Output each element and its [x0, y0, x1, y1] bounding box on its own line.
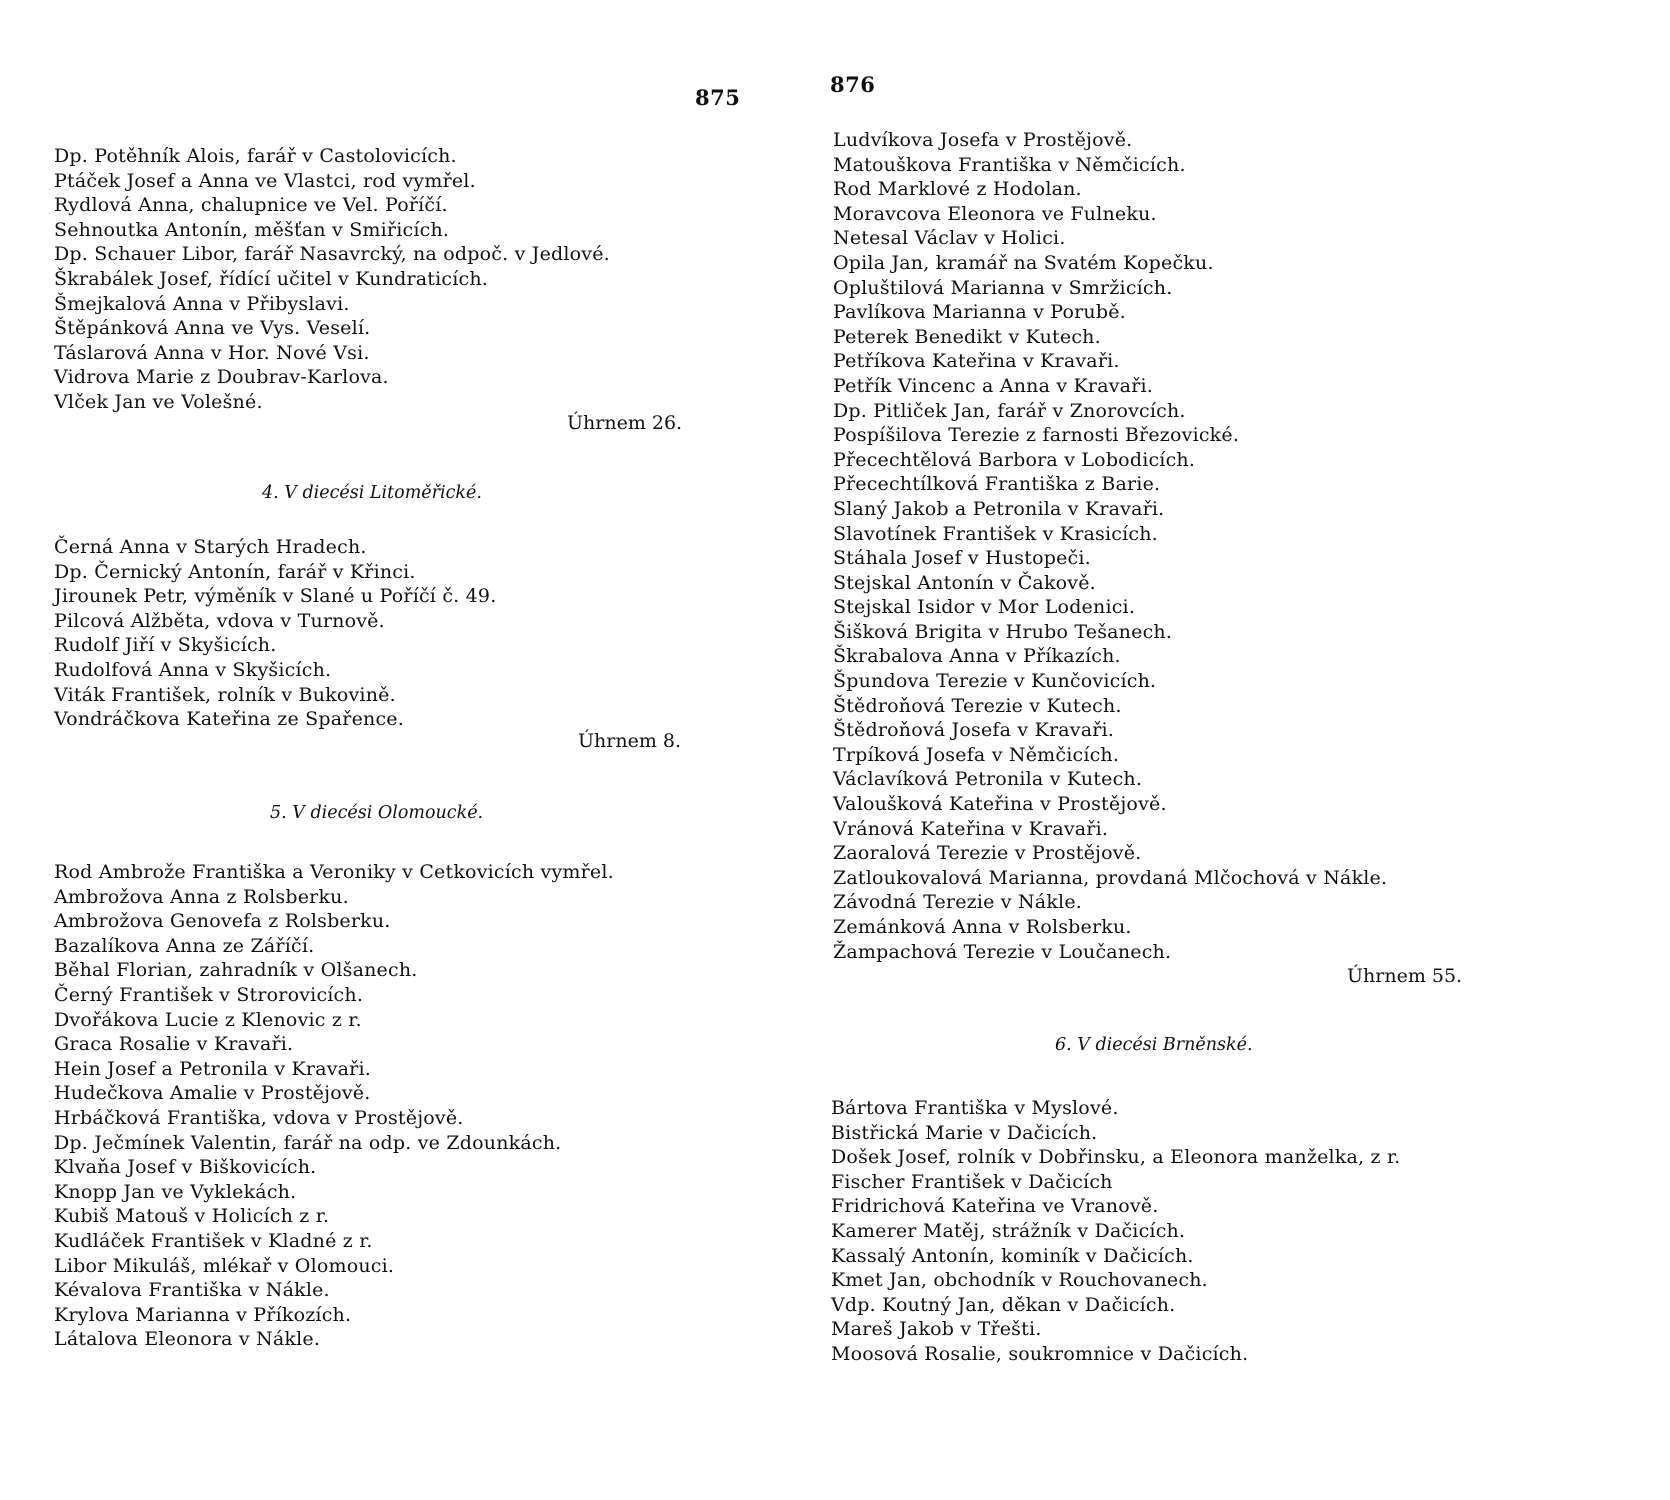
list-item: Ptáček Josef a Anna ve Vlastci, rod vymřel.: [54, 169, 476, 192]
list-item: Dp. Černický Antonín, farář v Křinci.: [54, 560, 416, 583]
list-item: Bazalíkova Anna ze Záříčí.: [54, 934, 315, 957]
list-item: Klvaňa Josef v Biškovicích.: [54, 1156, 317, 1179]
list-item: Pospíšilova Terezie z farnosti Březovické.: [833, 424, 1240, 447]
list-item: Hrbáčková Františka, vdova v Prostějově.: [54, 1106, 464, 1129]
list-item: Opila Jan, kramář na Svatém Kopečku.: [833, 251, 1214, 274]
list-item: Přecechtělová Barbora v Lobodicích.: [833, 448, 1196, 471]
list-item: Libor Mikuláš, mlékař v Olomouci.: [54, 1254, 395, 1277]
list-item: Václavíková Petronila v Kutech.: [833, 768, 1143, 791]
list-item: Viták František, rolník v Bukovině.: [54, 683, 396, 706]
list-item: Dp. Potěhník Alois, farář v Castolovicích.: [54, 145, 457, 167]
list-item: Rydlová Anna, chalupnice ve Vel. Poříčí.: [54, 194, 448, 217]
list-item: Zemánková Anna v Rolsberku.: [833, 916, 1132, 938]
list-item: Kévalova Františka v Nákle.: [54, 1279, 330, 1302]
list-item: Žampachová Terezie v Loučanech.: [833, 940, 1172, 963]
list-item: Mareš Jakob v Třešti.: [831, 1318, 1042, 1341]
list-item: Ludvíkova Josefa v Prostějově.: [833, 129, 1133, 151]
list-item: Moravcova Eleonora ve Fulneku.: [833, 202, 1157, 225]
list-item: Slaný Jakob a Petronila v Kravaři.: [833, 497, 1165, 520]
list-item: Krylova Marianna v Příkozích.: [54, 1303, 352, 1326]
list-item: Vdp. Koutný Jan, děkan v Dačicích.: [831, 1293, 1176, 1316]
list-item: Dp. Ječmínek Valentin, farář na odp. ve Zdounkách.: [54, 1131, 562, 1154]
list-item: Dp. Schauer Libor, farář Nasavrcký, na odpoč. v Jedlové.: [54, 243, 610, 266]
entry-list: [54, 860, 614, 1352]
page-number: 875: [695, 85, 741, 110]
list-item: Vránová Kateřina v Kravaři.: [833, 817, 1109, 840]
list-item: Zaoralová Terezie v Prostějově.: [833, 842, 1142, 865]
list-item: Opluštilová Marianna v Smržicích.: [833, 276, 1173, 299]
list-item: Kubiš Matouš v Holicích z r.: [54, 1205, 330, 1228]
list-item: Fischer František v Dačicích: [831, 1170, 1113, 1193]
list-item: Stáhala Josef v Hustopeči.: [833, 547, 1091, 570]
list-item: Rudolf Jiří v Skyšicích.: [54, 634, 277, 657]
section-total: Úhrnem 8.: [578, 730, 681, 752]
list-item: Netesal Václav v Holici.: [833, 227, 1066, 250]
list-item: Valoušková Kateřina v Prostějově.: [833, 793, 1167, 816]
section-heading: 5. V diecési Olomoucké.: [270, 803, 484, 823]
list-item: Rod Ambrože Františka a Veroniky v Cetkovicích vymřel.: [54, 861, 614, 883]
list-item: Pilcová Alžběta, vdova v Turnově.: [54, 609, 385, 632]
list-item: Ambrožova Anna z Rolsberku.: [54, 885, 349, 908]
list-item: Štědroňová Josefa v Kravaři.: [833, 719, 1115, 742]
list-item: Petřík Vincenc a Anna v Kravaři.: [833, 374, 1153, 397]
list-item: Vlček Jan ve Volešné.: [54, 390, 263, 413]
section-total: Úhrnem 55.: [1347, 965, 1463, 987]
list-item: Vondráčkova Kateřina ze Spařence.: [54, 708, 404, 731]
list-item: Šišková Brigita v Hrubo Tešanech.: [833, 620, 1173, 643]
list-item: Stejskal Isidor v Mor Lodenici.: [833, 596, 1136, 619]
list-item: Černý František v Strorovicích.: [54, 983, 364, 1006]
list-item: Peterek Benedikt v Kutech.: [833, 325, 1101, 348]
list-item: Graca Rosalie v Kravaři.: [54, 1033, 294, 1056]
list-item: Černá Anna v Starých Hradech.: [54, 536, 367, 558]
list-item: Stejskal Antonín v Čakově.: [833, 571, 1096, 594]
section-total: Úhrnem 26.: [567, 412, 683, 434]
list-item: Přecechtílková Františka z Barie.: [833, 473, 1161, 496]
list-item: Kamerer Matěj, strážník v Dačicích.: [831, 1219, 1186, 1242]
list-item: Kudláček František v Kladné z r.: [54, 1229, 373, 1252]
list-item: Matouškova Františka v Němčicích.: [833, 153, 1186, 176]
list-item: Fridrichová Kateřina ve Vranově.: [831, 1195, 1159, 1218]
entry-list: [54, 535, 496, 732]
list-item: Látalova Eleonora v Nákle.: [54, 1328, 321, 1351]
list-item: Dvořákova Lucie z Klenovic z r.: [54, 1008, 362, 1031]
list-item: Bistřická Marie v Dačicích.: [831, 1121, 1098, 1144]
list-item: Kassalý Antonín, kominík v Dačicích.: [831, 1244, 1194, 1267]
list-item: Závodná Terezie v Nákle.: [833, 891, 1083, 914]
list-item: Ambrožova Genovefa z Rolsberku.: [54, 910, 391, 933]
list-item: Běhal Florian, zahradník v Olšanech.: [54, 959, 418, 982]
list-item: Moosová Rosalie, soukromnice v Dačicích.: [831, 1342, 1249, 1365]
section-heading: 4. V diecési Litoměřické.: [262, 483, 482, 503]
list-item: Škrabálek Josef, řídící učitel v Kundraticích.: [54, 267, 489, 290]
list-item: Štěpánková Anna ve Vys. Veselí.: [54, 317, 371, 340]
list-item: Knopp Jan ve Vyklekách.: [54, 1180, 297, 1203]
section-heading: 6. V diecési Brněnské.: [1055, 1035, 1253, 1055]
list-item: Dp. Pitliček Jan, farář v Znorovcích.: [833, 399, 1186, 422]
list-item: Hudečkova Amalie v Prostějově.: [54, 1082, 371, 1105]
page-number: 876: [830, 72, 876, 97]
list-item: Škrabalova Anna v Příkazích.: [833, 645, 1121, 668]
list-item: Táslarová Anna v Hor. Nové Vsi.: [54, 341, 370, 364]
list-item: Rudolfová Anna v Skyšicích.: [54, 658, 332, 681]
list-item: Kmet Jan, obchodník v Rouchovanech.: [831, 1269, 1208, 1292]
list-item: Rod Marklové z Hodolan.: [833, 178, 1082, 201]
entry-list: [833, 128, 1387, 964]
entry-list: [54, 144, 610, 415]
list-item: Zatloukovalová Marianna, provdaná Mlčochová v Nákle.: [833, 866, 1388, 889]
list-item: Jirounek Petr, výměník v Slané u Poříčí č. 49.: [54, 585, 497, 608]
list-item: Pavlíkova Marianna v Porubě.: [833, 301, 1126, 324]
list-item: Bártova Františka v Myslové.: [831, 1097, 1119, 1119]
list-item: Vidrova Marie z Doubrav-Karlova.: [54, 366, 389, 389]
entry-list: [831, 1096, 1400, 1367]
list-item: Trpíková Josefa v Němčicích.: [833, 743, 1120, 766]
list-item: Došek Josef, rolník v Dobřinsku, a Eleonora manželka, z r.: [831, 1146, 1401, 1169]
list-item: Hein Josef a Petronila v Kravaři.: [54, 1057, 371, 1080]
list-item: Slavotínek František v Krasicích.: [833, 522, 1158, 545]
list-item: Štědroňová Terezie v Kutech.: [833, 694, 1122, 717]
list-item: Špundova Terezie v Kunčovicích.: [833, 670, 1157, 693]
list-item: Šmejkalová Anna v Přibyslavi.: [54, 292, 350, 315]
list-item: Petříkova Kateřina v Kravaři.: [833, 350, 1120, 373]
list-item: Sehnoutka Antonín, měšťan v Smiřicích.: [54, 218, 450, 241]
